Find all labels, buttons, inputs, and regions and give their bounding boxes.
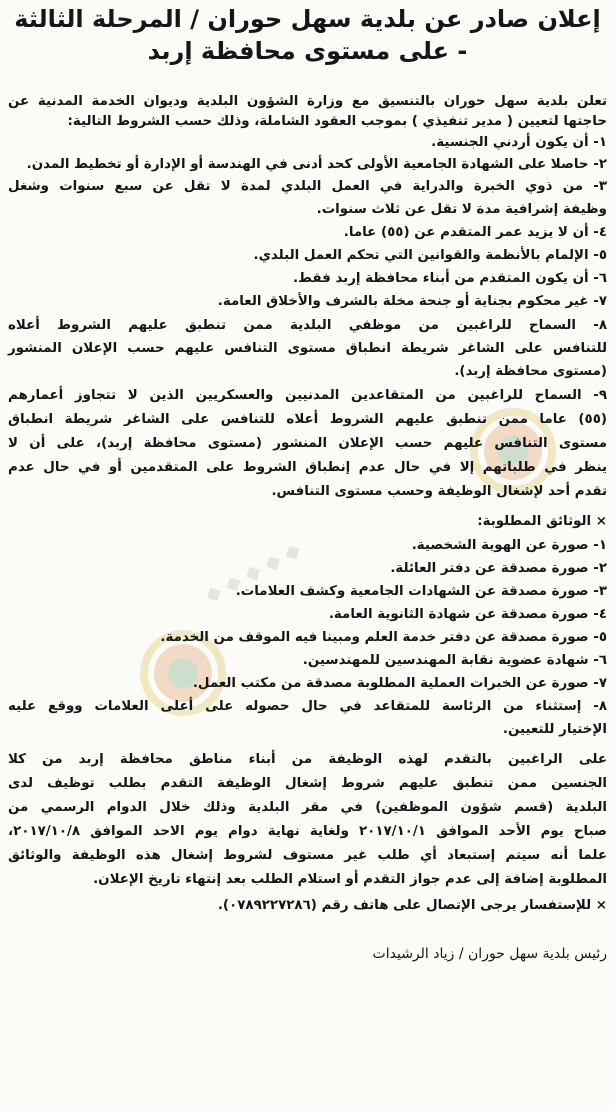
closing-line: الجنسين ممن تنطبق عليهم شروط إشغال الوظيفة التقدم بطلب توظيف لدى	[8, 776, 607, 791]
condition-item: (مستوى محافظة إربد).	[454, 364, 607, 379]
phone-inquiry-line: × للإستفسار يرجى الإتصال على هاتف رقم (٠٧٨٩٢٢٧٢٨٦).	[217, 898, 607, 913]
closing-line: علما أنه سيتم إستبعاد أي طلب غير مستوف لشروط إشغال هذه الوظيفة والوثائق	[8, 848, 607, 863]
condition-item: ٧- غير محكوم بجناية أو جنحة مخلة بالشرف والأخلاق العامة.	[217, 294, 607, 309]
condition-item: مستوى التنافس عليهم حسب الإعلان المنشور (مستوى محافظة إربد)، على أن لا	[8, 436, 607, 451]
documents-heading: × الوثائق المطلوبة:	[477, 514, 607, 529]
watermark-stamp-icon: ◆ ◆ ◆ ◆ ◆	[200, 536, 305, 608]
condition-item: (٥٥) عاما ممن تنطبق عليهم الشروط أعلاه للتنافس على الشاغر شريطة انطباق	[8, 412, 607, 427]
closing-line: صباح يوم الأحد الموافق ٢٠١٧/١٠/١ ولغاية نهاية دوام يوم الاحد الموافق ٢٠١٧/١٠/٨،	[8, 824, 607, 839]
document-item: ٢- صورة مصدقة عن دفتر العائلة.	[390, 561, 607, 576]
condition-item: ٦- أن يكون المتقدم من أبناء محافظة إربد فقط.	[292, 271, 607, 286]
condition-item: ٨- السماح للراغبين من موظفي البلدية ممن تنطبق عليهم الشروط أعلاه	[8, 318, 607, 333]
document-item: ٧- صورة عن الخبرات العملية المطلوبة مصدقة من مكتب العمل.	[192, 676, 607, 691]
condition-item: تقدم أحد لإشغال الوظيفة وحسب مستوى التنافس.	[271, 484, 607, 499]
closing-line: المطلوبة إضافة إلى عدم جواز التقدم أو استلام الطلب بعد إنتهاء تاريخ الإعلان.	[93, 872, 607, 887]
announcement-title-line-2: - على مستوى محافظة إربد	[147, 37, 468, 65]
condition-item: ٤- أن لا يزيد عمر المتقدم عن (٥٥) عاما.	[343, 225, 607, 240]
document-item: ٦- شهادة عضوية نقابة المهندسين للمهندسين.	[302, 653, 607, 668]
condition-item: ٣- من ذوي الخبرة والدراية في العمل البلدي لمدة لا تقل عن سبع سنوات وشغل	[8, 179, 607, 194]
condition-item: ينظر في طلباتهم إلا في حال عدم إنطباق الشروط على المتقدمين أو في حال عدم	[8, 460, 607, 475]
condition-item: ٥- الإلمام بالأنظمة والقوانين التي تحكم العمل البلدي.	[253, 248, 607, 263]
announcement-title-line-1: إعلان صادر عن بلدية سهل حوران / المرحلة الثالثة	[14, 5, 601, 33]
document-item: ١- صورة عن الهوية الشخصية.	[411, 538, 607, 553]
condition-item: وظيفة إشرافية مدة لا تقل عن ثلاث سنوات.	[316, 202, 607, 217]
document-item: ٤- صورة مصدقة عن شهادة الثانوية العامة.	[328, 607, 607, 622]
condition-item: للتنافس على الشاغر شريطة انطباق مستوى التنافس عليهم حسب الإعلان المنشور	[8, 341, 607, 356]
intro-line: حاجتها لتعيين ( مدير تنفيذي ) بموجب العقود الشاملة، وذلك حسب الشروط التالية:	[67, 114, 607, 129]
document-item: ٨- إستثناء من الرئاسة للمتقاعد في حال حصوله على أعلى العلامات ووقع عليه	[8, 699, 607, 714]
condition-item: ٢- حاصلا على الشهادة الجامعية الأولى كحد أدنى في الهندسة أو الإدارة أو تخطيط المدن.	[26, 157, 607, 172]
condition-item: ٩- السماح للراغبين من المتقاعدين المدنيين والعسكريين الذين لا تتجاوز أعمارهم	[8, 388, 607, 403]
document-item: الإختيار للتعيين.	[502, 722, 607, 737]
document-item: ٥- صورة مصدقة عن دفتر خدمة العلم ومبينا فيه الموقف من الخدمة.	[160, 630, 607, 645]
condition-item: ١- أن يكون أردني الجنسية.	[431, 135, 607, 150]
intro-line: تعلن بلدية سهل حوران بالتنسيق مع وزارة الشؤون البلدية وديوان الخدمة المدنية عن	[8, 94, 607, 109]
signature: رئيس بلدية سهل حوران / زياد الرشيدات	[372, 946, 607, 962]
closing-line: البلدية (قسم شؤون الموظفين) في مقر البلدية وذلك خلال الدوام الرسمي من	[8, 800, 607, 815]
document-item: ٣- صورة مصدقة عن الشهادات الجامعية وكشف العلامات.	[235, 584, 607, 599]
closing-line: على الراغبين بالتقدم لهذه الوظيفة من أبناء مناطق محافظة إربد من كلا	[8, 752, 607, 767]
